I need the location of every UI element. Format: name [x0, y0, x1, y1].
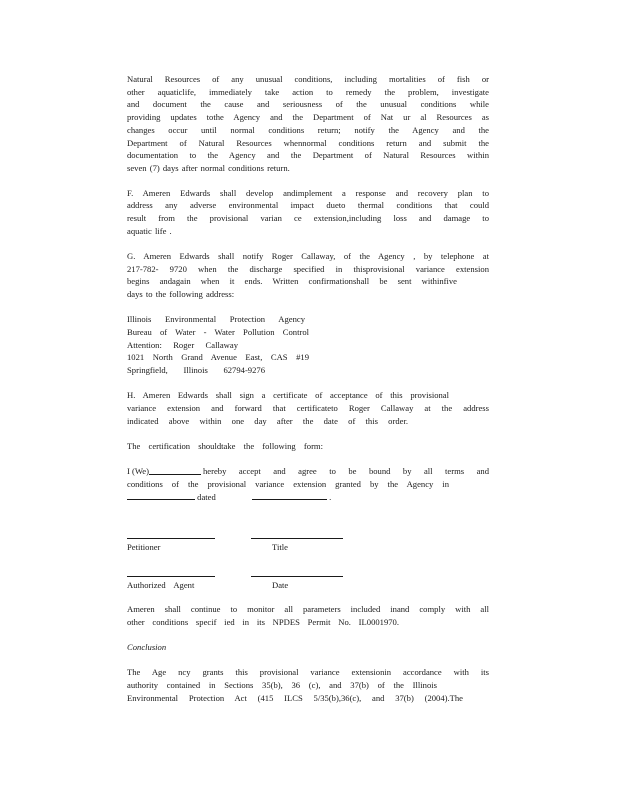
dated-label: dated: [197, 492, 216, 503]
text-line: F. Ameren Edwards shall develop andimplement a response and recovery plan to: [127, 187, 489, 198]
text-line: hereby accept and agree to be bound by all terms and: [202, 466, 489, 477]
period: .: [329, 492, 332, 503]
title-signature-line: [251, 538, 343, 539]
text-line: address any adverse environmental impact dueto thermal conditions that could: [127, 200, 489, 211]
paragraph-e: [127, 73, 489, 175]
text-line: begins andagain when it ends. Written confirmationshall be sent withinfive: [127, 276, 457, 287]
text-line: variance extension and forward that certificateto Roger Callaway at the address: [127, 402, 489, 413]
text-line: aquatic life .: [127, 225, 172, 236]
authorized-agent-label: Authorized Agent: [127, 580, 195, 591]
conclusion-section: [127, 641, 489, 654]
certification-intro: [127, 440, 489, 453]
petitioner-label: Petitioner: [127, 542, 161, 553]
address-line: Illinois Environmental Protection Agency: [127, 314, 305, 325]
text-line: The Age ncy grants this provisional variance extensionin accordance with its: [127, 667, 489, 678]
text-line: other conditions specif ied in its NPDES Permit No. IL0001970.: [127, 616, 399, 627]
text-line: documentation to the Agency and the Department of Natural Resources within: [127, 150, 489, 161]
text-line: 217-782- 9720 when the discharge specified in thisprovisional variance extension: [127, 263, 489, 274]
paragraph-monitoring: [127, 603, 489, 628]
address-line: Springfield, Illinois 62794-9276: [127, 365, 265, 376]
text-line: The certification shouldtake the following form:: [127, 440, 323, 451]
text-line: providing updates tothe Agency and the Department of Nat ur al Resources as: [127, 112, 489, 123]
address-line: 1021 North Grand Avenue East, CAS #19: [127, 352, 309, 363]
conclusion-heading: Conclusion: [127, 642, 167, 653]
text-line: authority contained in Sections 35(b), 36 (c), and 37(b) of the Illinois: [127, 680, 437, 690]
paragraph-conclusion: [127, 666, 489, 704]
date-signature-line: [251, 576, 343, 577]
text-line: Department of Natural Resources whennormal conditions return and submit the: [127, 137, 489, 148]
title-label: Title: [272, 542, 288, 553]
text-line: Ameren shall continue to monitor all parameters included inand comply with all: [127, 604, 489, 615]
name-blank: [149, 465, 201, 475]
date-blank: [252, 490, 327, 500]
address-line: Bureau of Water - Water Pollution Control: [127, 326, 309, 337]
text-line: G. Ameren Edwards shall notify Roger Callaway, of the Agency , by telephone at: [127, 250, 489, 261]
text-line: H. Ameren Edwards shall sign a certificate of acceptance of this provisional: [127, 390, 449, 401]
certification-form: [127, 465, 489, 504]
document-page: [127, 73, 489, 717]
address-line: Attention: Roger Callaway: [127, 339, 238, 350]
text-line: result from the provisional varian ce extension,including loss and damage to: [127, 213, 489, 224]
signature-row-1: [127, 538, 489, 564]
text-line: and document the cause and seriousness of the unusual conditions while: [127, 99, 489, 110]
text-line: changes occur until normal conditions return; notify the Agency and the: [127, 124, 489, 135]
text-line: seven (7) days after normal conditions return.: [127, 162, 290, 173]
text-line: other aquaticlife, immediately take action to remedy the problem, investigate: [127, 86, 489, 97]
certification-prefix: I (We): [127, 466, 149, 477]
order-number-blank: [127, 490, 195, 500]
signature-row-2: [127, 576, 489, 603]
text-line: conditions of the provisional variance extension granted by the Agency in: [127, 478, 449, 489]
text-line: indicated above within one day after the date of this order.: [127, 415, 408, 426]
text-line: Environmental Protection Act (415 ILCS 5/35(b),36(c), and 37(b) (2004).The: [127, 692, 463, 703]
paragraph-h: [127, 389, 489, 427]
paragraph-f: [127, 187, 489, 238]
text-line: days to the following address:: [127, 289, 235, 300]
agent-signature-line: [127, 576, 215, 577]
text-line: Natural Resources of any unusual conditions, including mortalities of fish or: [127, 74, 489, 84]
date-label: Date: [272, 580, 289, 591]
address-block: [127, 313, 489, 377]
paragraph-g: [127, 250, 489, 301]
petitioner-signature-line: [127, 538, 215, 539]
